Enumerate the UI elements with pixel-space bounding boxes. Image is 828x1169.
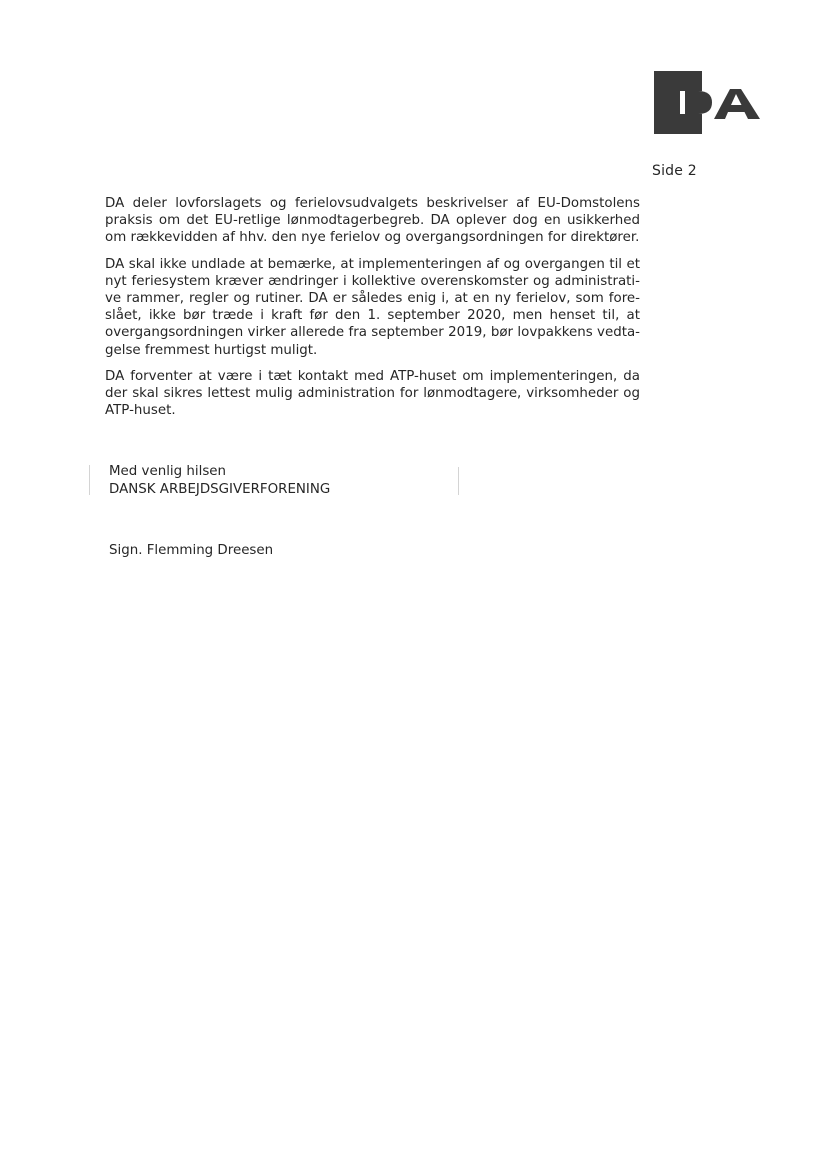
paragraph-2 [105,256,640,359]
text-line: om rækkevidden af hhv. den nye ferielov og overgangsordningen for direktører. [105,230,640,246]
closing-block [109,463,330,498]
text-line: DA skal ikke undlade at bemærke, at implementeringen af og overgangen til et [105,256,640,272]
logo-d-letter [685,91,712,114]
signature-line: Sign. Flemming Dreesen [109,543,274,558]
text-line: slået, ikke bør træde i kraft før den 1. september 2020, men henset til, at [105,308,640,324]
text-line: DA deler lovforslagets og ferielovsudvalgets beskrivelser af EU-Domstolens [105,196,640,211]
text-line: gelse fremmest hurtigst muligt. [105,342,318,358]
text-line: praksis om det EU-retlige lønmodtagerbegreb. DA oplever dog en usikkerhed [105,213,640,229]
text-line: ATP-huset. [105,403,176,419]
paragraph-3 [105,368,640,420]
paragraph-1 [105,195,640,247]
letter-body [105,195,640,428]
scan-artifact [458,467,459,495]
text-line: nyt feriesystem kræver ændringer i kollektive overenskomster og administrati- [105,273,640,289]
scan-artifact [89,465,90,495]
text-line: DA forventer at være i tæt kontakt med ATP-huset om implementeringen, da [105,368,640,384]
logo-a-letter [714,89,760,119]
text-line: ve rammer, regler og rutiner. DA er således enig i, at en ny ferielov, som fore- [105,291,640,307]
closing-organization: DANSK ARBEJDSGIVERFORENING [109,481,331,497]
text-line: overgangsordningen virker allerede fra september 2019, bør lovpakkens vedta- [105,325,640,341]
page-number: Side 2 [652,163,697,179]
closing-greeting: Med venlig hilsen [109,464,227,479]
text-line: der skal sikres lettest mulig administration for lønmodtagere, virksomheder og [105,386,640,402]
da-logo [654,71,762,134]
